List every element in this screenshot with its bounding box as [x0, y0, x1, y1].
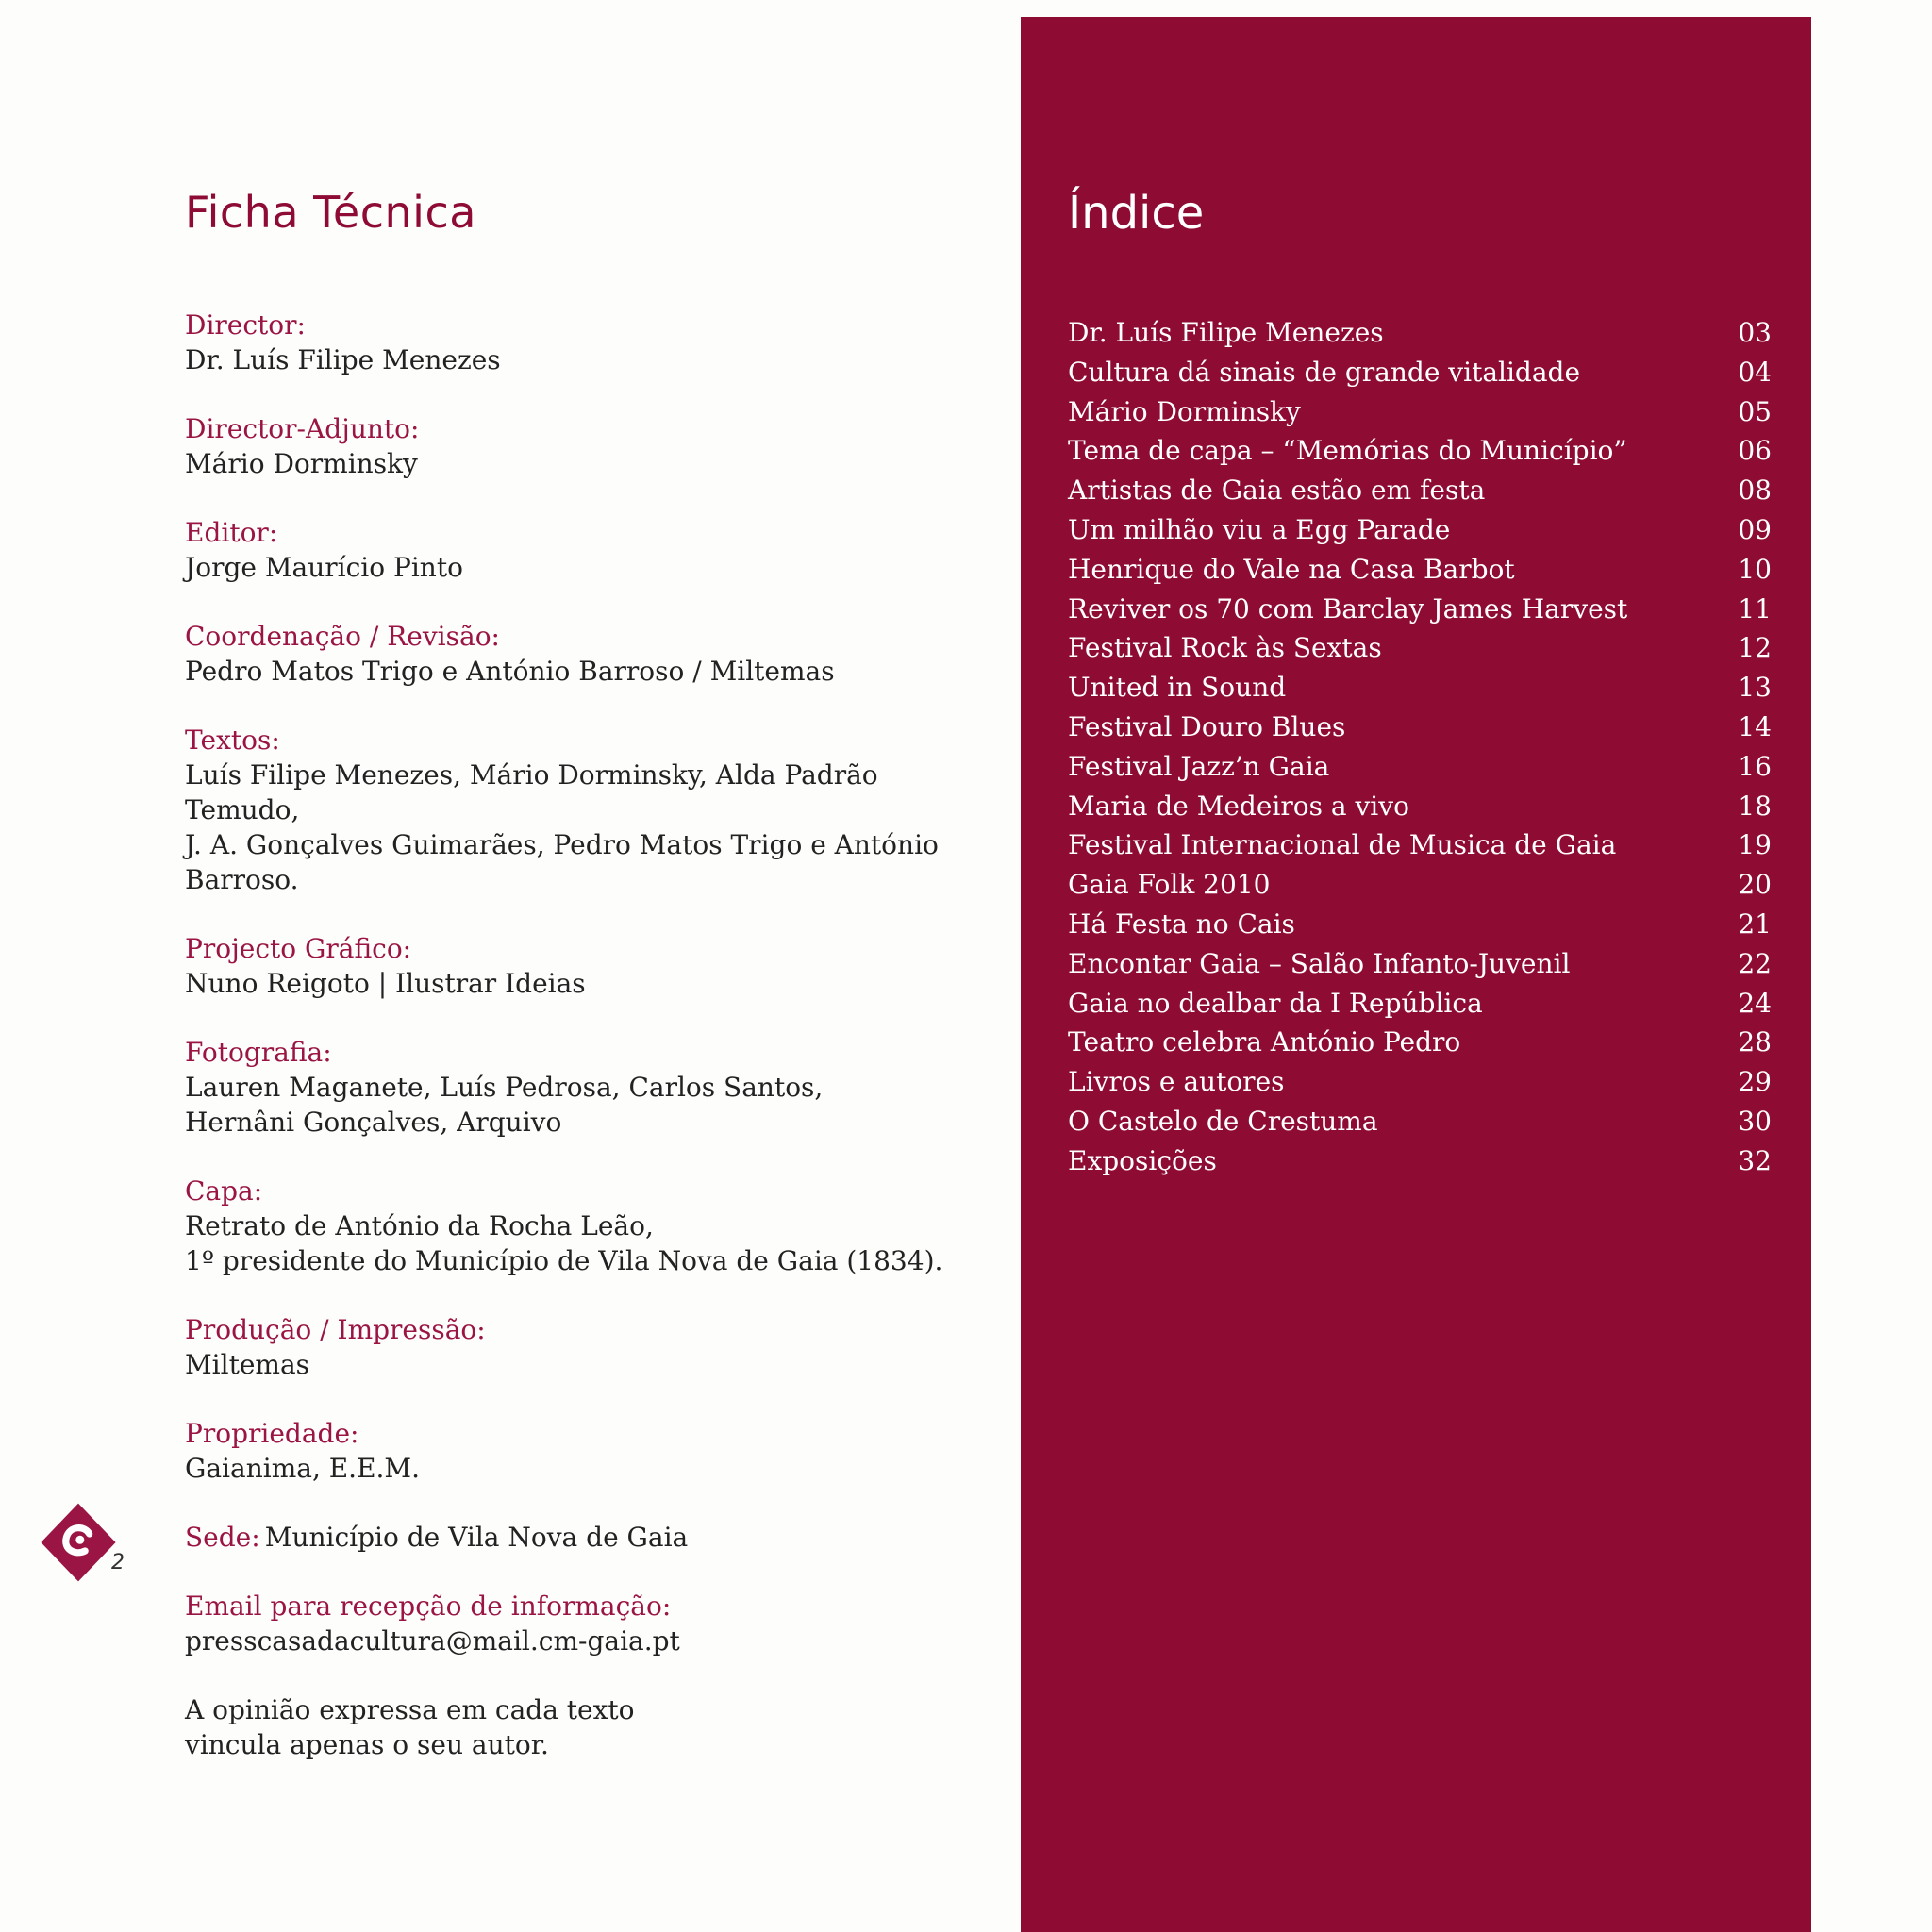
disclaimer	[185, 1692, 996, 1762]
toc-item-title: Teatro celebra António Pedro	[1068, 1026, 1461, 1058]
credit-value: Mário Dorminsky	[185, 448, 418, 479]
toc-item[interactable]	[1068, 825, 1772, 865]
toc-item-title: Gaia no dealbar da I República	[1068, 987, 1483, 1019]
toc-item-page: 32	[1738, 1144, 1772, 1176]
toc-item-title: Exposições	[1068, 1144, 1217, 1176]
credit-editor	[185, 515, 996, 585]
toc-item-page: 12	[1738, 632, 1772, 664]
ficha-tecnica-title: Ficha Técnica	[185, 187, 476, 238]
toc-item-title: Festival Rock às Sextas	[1068, 632, 1382, 664]
toc-item-title: Encontar Gaia – Salão Infanto-Juvenil	[1068, 947, 1571, 979]
toc-item-title: Reviver os 70 com Barclay James Harvest	[1068, 592, 1628, 625]
toc-item-page: 05	[1738, 395, 1772, 427]
toc-item-title: United in Sound	[1068, 672, 1287, 704]
credit-coordenacao	[185, 619, 996, 689]
credit-producao	[185, 1312, 996, 1382]
toc-item-page: 18	[1738, 790, 1772, 822]
toc-item-title: O Castelo de Crestuma	[1068, 1105, 1378, 1137]
credit-sede	[185, 1520, 996, 1555]
toc-item[interactable]	[1068, 1062, 1772, 1102]
toc-item[interactable]	[1068, 590, 1772, 629]
page-number: 2	[111, 1551, 125, 1574]
credit-label: Director:	[185, 309, 306, 341]
toc-item-page: 20	[1738, 869, 1772, 901]
credit-textos	[185, 723, 996, 897]
toc-item[interactable]	[1068, 510, 1772, 550]
toc-item-title: Há Festa no Cais	[1068, 908, 1295, 940]
toc-item[interactable]	[1068, 787, 1772, 826]
toc-item-page: 11	[1738, 592, 1772, 625]
sede-value: Município de Vila Nova de Gaia	[264, 1522, 689, 1553]
toc-item-title: Mário Dorminsky	[1068, 395, 1301, 427]
toc-item-title: Um milhão viu a Egg Parade	[1068, 513, 1451, 545]
credit-label: Coordenação / Revisão:	[185, 621, 500, 652]
casa-da-cultura-logo-icon	[36, 1500, 121, 1585]
toc-item[interactable]	[1068, 905, 1772, 944]
toc-item-page: 28	[1738, 1026, 1772, 1058]
credit-label: Capa:	[185, 1175, 263, 1207]
credit-fotografia	[185, 1035, 996, 1140]
credit-label: Director-Adjunto:	[185, 413, 420, 444]
toc-item[interactable]	[1068, 708, 1772, 747]
credit-label: Fotografia:	[185, 1037, 332, 1068]
toc-item-title: Festival Douro Blues	[1068, 710, 1346, 742]
credit-projecto-grafico	[185, 931, 996, 1001]
toc-item-title: Livros e autores	[1068, 1066, 1285, 1098]
credit-email	[185, 1589, 996, 1658]
email-value[interactable]: presscasadacultura@mail.cm-gaia.pt	[185, 1625, 680, 1657]
toc-item[interactable]	[1068, 1023, 1772, 1062]
credit-propriedade	[185, 1416, 996, 1486]
toc-item-page: 14	[1738, 710, 1772, 742]
email-label: Email para recepção de informação:	[185, 1591, 672, 1622]
credit-value: Gaianima, E.E.M.	[185, 1453, 420, 1484]
toc-item[interactable]	[1068, 944, 1772, 984]
sede-label: Sede:	[185, 1522, 260, 1553]
credit-value: Dr. Luís Filipe Menezes	[185, 344, 501, 375]
toc-item-title: Dr. Luís Filipe Menezes	[1068, 317, 1384, 348]
credit-label: Produção / Impressão:	[185, 1314, 486, 1345]
toc-item-page: 06	[1738, 435, 1772, 467]
toc-item-title: Artistas de Gaia estão em festa	[1068, 475, 1486, 507]
credit-capa	[185, 1174, 996, 1278]
toc-item-page: 21	[1738, 908, 1772, 940]
toc-item-page: 08	[1738, 475, 1772, 507]
toc-item[interactable]	[1068, 628, 1772, 668]
indice-panel	[1021, 17, 1811, 1932]
toc-item-page: 22	[1738, 947, 1772, 979]
toc-item-title: Henrique do Vale na Casa Barbot	[1068, 553, 1515, 585]
toc-item-page: 29	[1738, 1066, 1772, 1098]
toc-item[interactable]	[1068, 1102, 1772, 1141]
toc-item-title: Festival Internacional de Musica de Gaia	[1068, 829, 1617, 861]
toc-item-page: 30	[1738, 1105, 1772, 1137]
toc-item[interactable]	[1068, 668, 1772, 708]
credit-value: Pedro Matos Trigo e António Barroso / Miltemas	[185, 656, 835, 687]
toc-item[interactable]	[1068, 1141, 1772, 1181]
toc-item-title: Maria de Medeiros a vivo	[1068, 790, 1409, 822]
toc-item[interactable]	[1068, 865, 1772, 905]
toc-item-title: Festival Jazz’n Gaia	[1068, 750, 1330, 782]
toc-item-page: 09	[1738, 513, 1772, 545]
toc-item-page: 16	[1738, 750, 1772, 782]
toc-item[interactable]	[1068, 471, 1772, 510]
toc-item[interactable]	[1068, 353, 1772, 392]
toc-item[interactable]	[1068, 550, 1772, 590]
credit-value: Luís Filipe Menezes, Mário Dorminsky, Alda Padrão Temudo, J. A. Gonçalves Guimarães, Pedro Matos Trigo e António Barroso.	[185, 759, 939, 895]
toc-item-page: 19	[1738, 829, 1772, 861]
credit-value: Lauren Maganete, Luís Pedrosa, Carlos Santos, Hernâni Gonçalves, Arquivo	[185, 1072, 824, 1138]
credit-director	[185, 308, 996, 377]
credit-director-adjunto	[185, 411, 996, 481]
toc-item-title: Gaia Folk 2010	[1068, 869, 1271, 901]
toc-item[interactable]	[1068, 431, 1772, 471]
credit-label: Projecto Gráfico:	[185, 933, 412, 964]
credits-list	[185, 308, 996, 1796]
credit-value: Retrato de António da Rocha Leão, 1º presidente do Município de Vila Nova de Gaia (1834).	[185, 1210, 943, 1276]
credit-label: Propriedade:	[185, 1418, 359, 1449]
credit-value: Nuno Reigoto | Ilustrar Ideias	[185, 968, 586, 999]
credit-label: Editor:	[185, 517, 278, 548]
toc-item-page: 03	[1738, 317, 1772, 348]
credit-value: Jorge Maurício Pinto	[185, 552, 463, 583]
credit-label: Textos:	[185, 724, 280, 756]
credit-value: Miltemas	[185, 1349, 310, 1380]
indice-title: Índice	[1068, 187, 1205, 240]
toc-item-title: Cultura dá sinais de grande vitalidade	[1068, 356, 1581, 388]
toc-item[interactable]	[1068, 747, 1772, 787]
disclaimer-text: A opinião expressa em cada texto vincula apenas o seu autor.	[185, 1694, 635, 1760]
toc-item-title: Tema de capa – “Memórias do Município”	[1068, 435, 1627, 467]
toc-item-page: 24	[1738, 987, 1772, 1019]
toc-item[interactable]	[1068, 984, 1772, 1024]
toc-list	[1068, 313, 1772, 1181]
toc-item-page: 13	[1738, 672, 1772, 704]
toc-item[interactable]	[1068, 313, 1772, 353]
toc-item[interactable]	[1068, 392, 1772, 432]
toc-item-page: 10	[1738, 553, 1772, 585]
toc-item-page: 04	[1738, 356, 1772, 388]
